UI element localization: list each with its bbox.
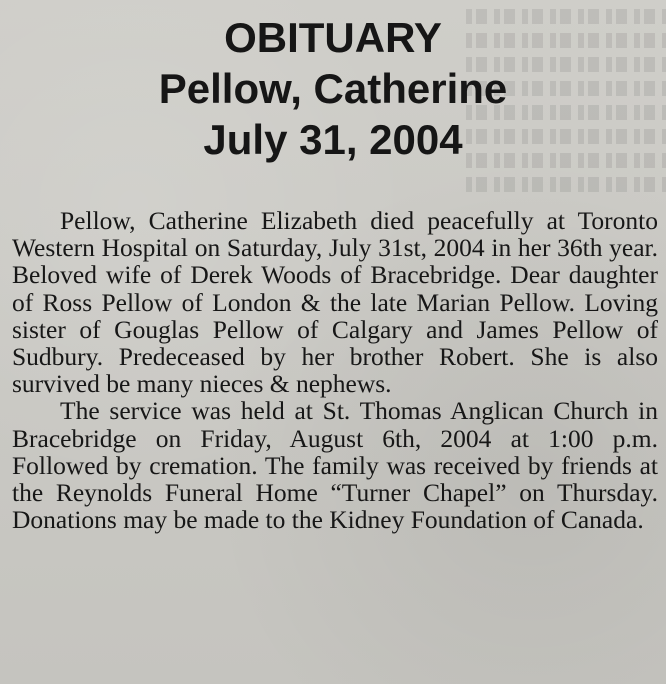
paragraph-2-text: The service was held at St. Thomas Anglican Church in Bracebridge on Friday, August 6th, 2004 at 1:00 p.m. Followed by cremation. The family was received by friends at the Reynolds Funeral Home “Turner Chapel” on Thursday. Donations may be made to the Kidney Foundation of Canada. — [12, 396, 658, 535]
paragraph-1 — [12, 207, 658, 397]
obituary-title: OBITUARY — [224, 14, 442, 61]
death-date: July 31, 2004 — [203, 116, 463, 163]
obituary-body — [12, 207, 658, 533]
paragraph-2 — [12, 397, 658, 533]
paragraph-1-text: Pellow, Catherine Elizabeth died peacefully at Toronto Western Hospital on Saturday, July 31st, 2004 in her 36th year. Beloved wife of Derek Woods of Bracebridge. Dear daughter of Ross Pellow of London & the late Marian Pellow. Loving sister of Gouglas Pellow of Calgary and James Pellow of Sudbury. Predeceased by her brother Robert. She is also survived be many nieces & nephews. — [12, 206, 658, 399]
obituary-header — [0, 12, 666, 165]
deceased-name: Pellow, Catherine — [158, 65, 508, 112]
